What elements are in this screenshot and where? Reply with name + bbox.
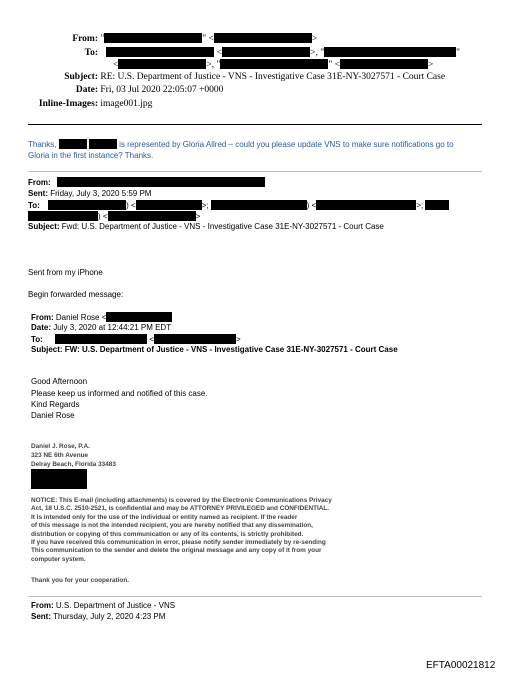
body-line-2: Kind Regards <box>31 400 80 409</box>
begin-forwarded: Begin forwarded message: <box>28 290 124 299</box>
fwd1-to-label: To: <box>28 201 40 210</box>
notice-line: of this message is not the intended recipient, you are hereby notified that any dissemination, <box>31 522 313 530</box>
header-from-row: From: " " < > <box>48 33 317 44</box>
notice-line: This communication to the sender and delete the original message and any copy of it from your <box>31 547 322 555</box>
fwd2-date: July 3, 2020 at 12:44:21 PM EDT <box>53 323 172 332</box>
redaction <box>340 59 428 69</box>
fwd3-sent-row <box>31 612 165 621</box>
signature-street: 323 NE 6th Avenue <box>31 452 89 459</box>
notice-line: computer system. <box>31 555 86 563</box>
sent-from-iphone: Sent from my iPhone <box>28 268 103 277</box>
redaction <box>425 200 449 210</box>
redaction <box>57 177 265 187</box>
redaction <box>55 334 147 344</box>
fwd3-sent-label: Sent: <box>31 612 51 621</box>
fwd3-from-label: From: <box>31 601 54 610</box>
body-line-3: Daniel Rose <box>31 411 75 420</box>
fwd2-from-row: From: Daniel Rose < <box>31 312 172 322</box>
fwd1-sent-row <box>28 189 151 198</box>
redaction <box>136 200 202 210</box>
body-line-1: Please keep us informed and notified of this case. <box>31 389 208 398</box>
header-to-row-2: < >, " " < > <box>113 60 434 70</box>
header-subject-row <box>48 72 445 82</box>
redaction <box>108 211 196 221</box>
reply-text-2: Gloria in the first instance? Thanks. <box>28 151 154 160</box>
redaction <box>222 47 310 57</box>
header-to-label: To: <box>84 48 98 58</box>
fwd2-from: Daniel Rose <box>55 313 100 322</box>
header-inline-images: image001.jpg <box>100 99 153 109</box>
fwd1-to-row-2: ) < > <box>28 211 200 221</box>
redaction <box>220 59 328 69</box>
fwd2-subject-row <box>31 345 398 354</box>
bates-number: EFTA00021812 <box>426 660 496 671</box>
fwd1-subject: Fwd: U.S. Department of Justice - VNS - Investigative Case 31E-NY-3027571 - Court Case <box>61 222 384 231</box>
redaction <box>211 200 307 210</box>
redaction <box>28 211 98 221</box>
header-subject-label: Subject: <box>64 72 98 82</box>
redaction <box>214 33 312 43</box>
notice-line: It is intended only for the use of the individual or entity named as recipient. If the reader <box>31 513 298 521</box>
redaction <box>31 469 87 489</box>
fwd1-from-row <box>28 177 265 187</box>
fwd1-from-label: From: <box>28 178 51 187</box>
notice-line: distribution or copying of this communication or any of its contents, is strictly prohibited. <box>31 530 304 538</box>
redaction <box>316 200 416 210</box>
fwd2-to-label: To: <box>31 335 43 344</box>
fwd3-sent: Thursday, July 2, 2020 4:23 PM <box>53 612 166 621</box>
redaction <box>154 334 236 344</box>
redaction <box>106 312 172 322</box>
fwd3-from-row <box>31 601 175 610</box>
redaction <box>324 47 456 57</box>
fwd1-sent: Friday, July 3, 2020 5:59 PM <box>50 189 152 198</box>
header-inline-images-row <box>20 99 152 109</box>
fwd2-date-row <box>31 323 171 332</box>
signature-name: Daniel J. Rose, P.A. <box>31 443 90 450</box>
notice-thanks: Thank you for your cooperation. <box>31 577 129 584</box>
notice-line: NOTICE: This E-mail (including attachments) is covered by the Electronic Communications Privacy <box>31 497 332 504</box>
reply-line-1 <box>28 139 454 149</box>
header-inline-images-label: Inline-Images: <box>38 99 98 109</box>
redaction <box>106 47 214 57</box>
fwd2-from-label: From: <box>31 313 54 322</box>
fwd2-to-row: To: < > <box>31 335 241 344</box>
reply-divider <box>28 171 482 172</box>
header-subject: RE: U.S. Department of Justice - VNS - Investigative Case 31E-NY-3027571 - Court Case <box>100 72 446 82</box>
header-date-row <box>48 85 223 95</box>
notice-block <box>31 497 332 564</box>
fwd2-subject-label: Subject: <box>31 345 63 354</box>
body-greeting: Good Afternoon <box>31 377 88 386</box>
header-date-label: Date: <box>75 85 98 95</box>
header-divider <box>28 124 482 125</box>
redaction <box>118 59 206 69</box>
reply-text-1: is represented by Gloria Allred – could you please update VNS to make sure notifications go to <box>119 140 454 149</box>
fwd1-subject-row <box>28 222 384 231</box>
fwd1-to-row: To: ) < >; ) < >; <box>28 200 449 210</box>
fwd1-subject-label: Subject: <box>28 222 60 231</box>
fwd2-subject: FW: U.S. Department of Justice - VNS - Investigative Case 31E-NY-3027571 - Court Case <box>64 345 398 354</box>
forward3-divider <box>28 596 482 597</box>
redaction <box>89 139 117 149</box>
redaction <box>59 139 87 149</box>
fwd3-from: U.S. Department of Justice - VNS <box>55 601 176 610</box>
header-from-label: From: <box>72 34 98 44</box>
redaction <box>48 200 126 210</box>
reply-thanks: Thanks, <box>28 140 57 149</box>
header-to-row: To: < >, " " <box>48 47 460 58</box>
redaction <box>104 33 202 43</box>
signature-city: Delray Beach, Florida 33483 <box>31 461 116 468</box>
fwd2-date-label: Date: <box>31 323 52 332</box>
fwd1-sent-label: Sent: <box>28 189 48 198</box>
notice-line: Act, 18 U.S.C. 2510-2521, is confidential and may be ATTORNEY PRIVILEGED and CONFIDENTIAL. <box>31 505 330 513</box>
header-date: Fri, 03 Jul 2020 22:05:07 +0000 <box>100 85 224 95</box>
notice-line: If you have received this communication in error, please notify sender immediately by re-sending <box>31 539 326 547</box>
